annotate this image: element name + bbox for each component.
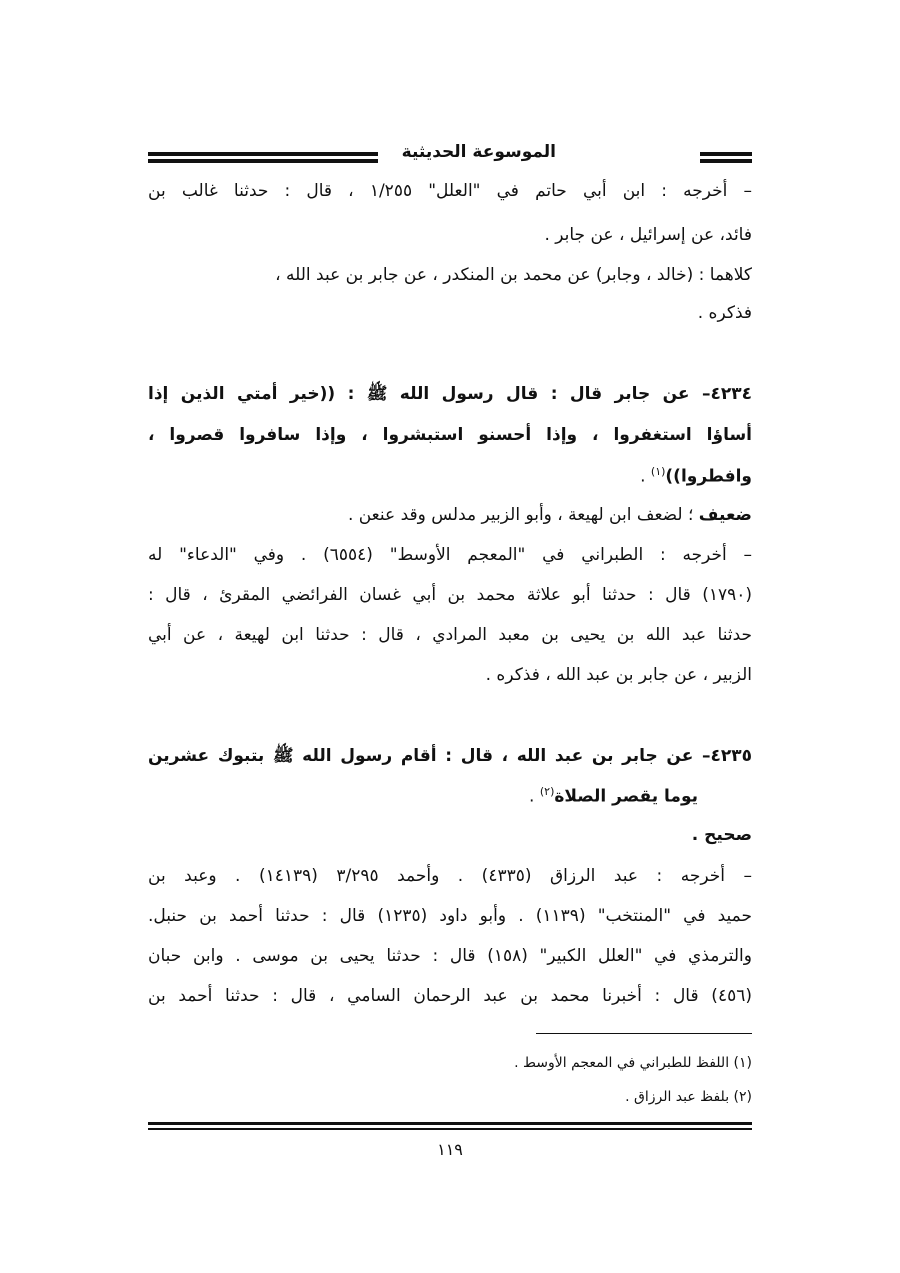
text-line (148, 665, 752, 685)
footnote-marker: (١) (650, 465, 666, 478)
line-text: كلاهما : (خالد ، وجابر) عن محمد بن المنكدر ، عن جابر بن عبد الله ، (275, 265, 752, 285)
line-text: ٤٢٣٥– عن جابر بن عبد الله ، قال : أقام رسول الله ﷺ بتبوك عشرين (148, 746, 752, 766)
line-text: وافطروا)) (665, 466, 752, 487)
line-text-continued: . (529, 786, 540, 807)
text-line (94, 785, 698, 807)
line-text: فذكره . (697, 303, 752, 323)
header-title: الموسوعة الحديثية (401, 142, 556, 162)
line-text: ٤٢٣٤– عن جابر قال : قال رسول الله ﷺ : ((خير أمتي الذين إذا (148, 384, 752, 404)
header-rule-left-bottom (148, 159, 378, 163)
footer-rule-bottom (148, 1128, 752, 1130)
footnote-item: (٢) بلفظ عبد الرزاق . (625, 1089, 752, 1105)
line-text: يوما يقصر الصلاة (554, 786, 698, 807)
page-header (148, 140, 752, 174)
line-text: (٤٥٦) قال : أخبرنا محمد بن عبد الرحمان السامي ، قال : حدثنا أحمد بن (148, 986, 752, 1006)
text-line (148, 946, 752, 966)
line-text: ضعيف (698, 505, 752, 525)
text-line (148, 545, 752, 565)
line-text: حميد في "المنتخب" (١١٣٩) . وأبو داود (١٢٣٥) قال : حدثنا أحمد بن حنبل. (148, 906, 752, 926)
text-line (148, 906, 752, 926)
text-line (148, 505, 752, 525)
text-line (148, 585, 752, 605)
text-line (148, 866, 752, 886)
text-line (148, 225, 752, 245)
line-text: صحيح . (691, 825, 752, 845)
line-text: فائد، عن إسرائيل ، عن جابر . (544, 225, 752, 245)
text-line (148, 265, 752, 285)
line-text: – أخرجه : الطبراني في "المعجم الأوسط" (٦٥٥٤) . وفي "الدعاء" له (148, 545, 752, 565)
line-text: – أخرجه : عبد الرزاق (٤٣٣٥) . وأحمد ٣/٢٩٥ (١٤١٣٩) . وعبد بن (148, 866, 752, 886)
line-text: – أخرجه : ابن أبي حاتم في "العلل" ١/٢٥٥ ، قال : حدثنا غالب بن (148, 181, 752, 201)
line-text: والترمذي في "العلل الكبير" (١٥٨) قال : حدثنا يحيى بن موسى . وابن حبان (148, 946, 752, 966)
header-rule-right-bottom (700, 159, 752, 163)
line-text-continued: . (640, 466, 651, 487)
text-line (148, 425, 752, 445)
footer-rule-top (148, 1122, 752, 1125)
line-text: الزبير ، عن جابر بن عبد الله ، فذكره . (485, 665, 752, 685)
page-number: ١١٩ (437, 1140, 463, 1159)
text-line (148, 383, 752, 408)
line-text: (١٧٩٠) قال : حدثنا أبو علاثة محمد بن أبي غسان الفرائضي المقرئ ، قال : (148, 585, 752, 605)
text-line (148, 825, 752, 845)
footnote-item: (١) اللفظ للطبراني في المعجم الأوسط . (514, 1055, 752, 1071)
text-line (148, 181, 752, 201)
line-text: أساؤا استغفروا ، وإذا أحسنو استبشروا ، وإذا سافروا قصروا ، (148, 425, 752, 445)
header-rule-left-top (148, 152, 378, 156)
footnote-marker: (٢) (539, 785, 555, 798)
text-line (148, 303, 752, 323)
footnote-separator (536, 1033, 752, 1034)
text-line (148, 745, 752, 770)
text-line (148, 465, 752, 487)
line-text: حدثنا عبد الله بن يحيى بن معبد المرادي ، قال : حدثنا ابن لهيعة ، عن أبي (148, 625, 752, 645)
line-text-continued: ؛ لضعف ابن لهيعة ، وأبو الزبير مدلس وقد عنعن . (347, 505, 699, 525)
text-line (148, 625, 752, 645)
header-rule-right-top (700, 152, 752, 156)
text-line (148, 986, 752, 1006)
